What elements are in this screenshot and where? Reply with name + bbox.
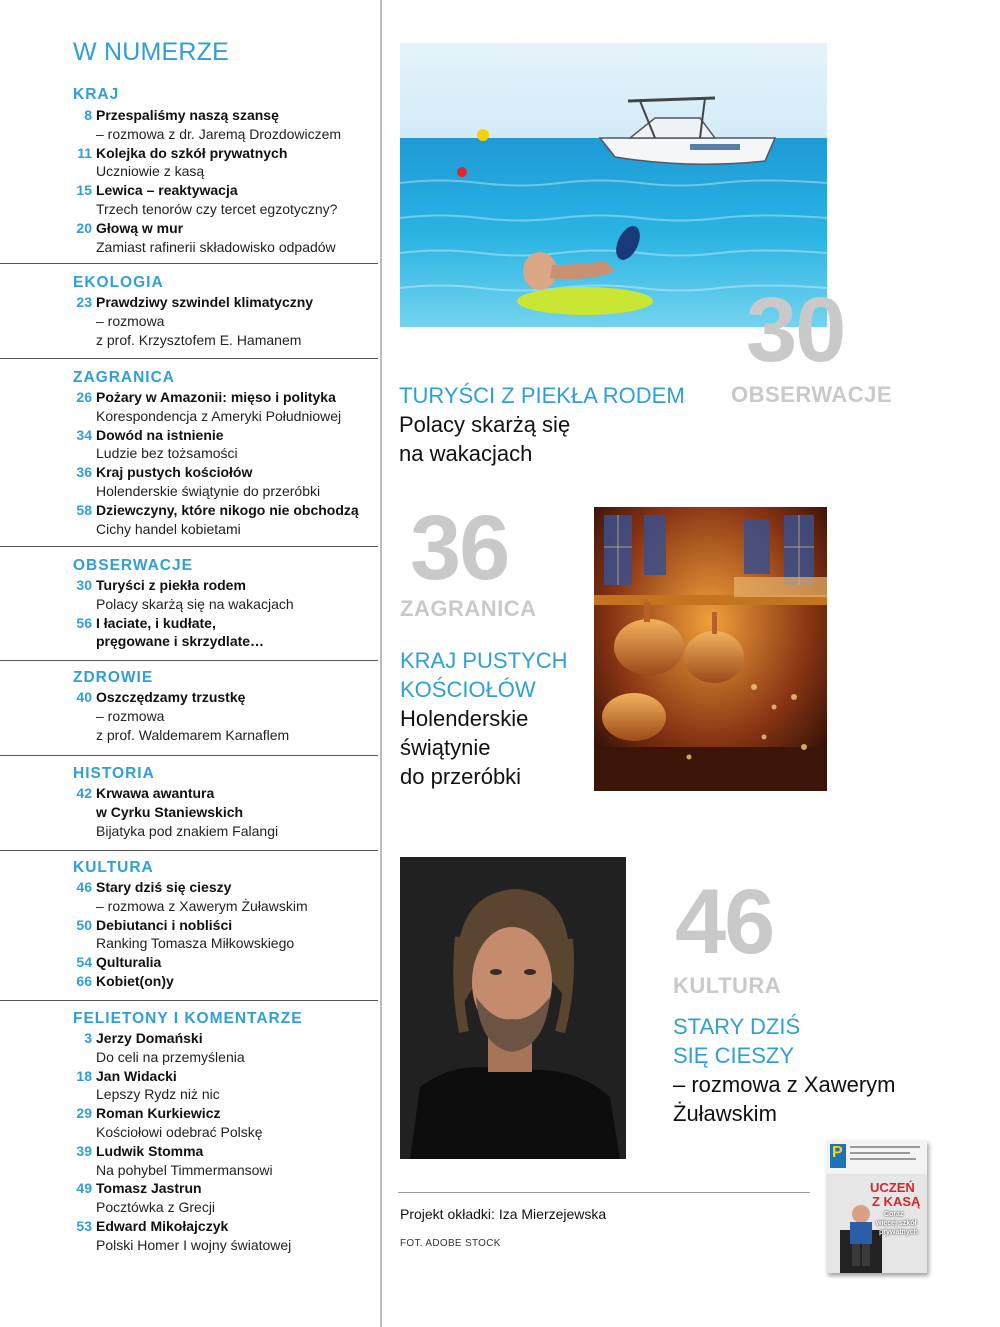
page-number: 39: [76, 1142, 92, 1159]
feature-subtitle: świątynie: [400, 735, 491, 760]
feature-subtitle: Żuławskim: [673, 1101, 777, 1126]
section-kraj: [0, 86, 378, 262]
cover-tagline: Coraz: [884, 1211, 904, 1218]
photo-credit: FOT. ADOBE STOCK: [400, 1238, 501, 1249]
entry-title: Edward Mikołajczyk: [96, 1218, 229, 1234]
page-number: 40: [76, 689, 92, 705]
entry-title: Oszczędzamy trzustkę: [96, 689, 246, 705]
column-divider: [380, 0, 382, 1327]
page-number: 36: [76, 464, 92, 481]
entry-title: Stary dziś się cieszy: [96, 879, 232, 895]
entry-subtitle: Pocztówka z Grecji: [96, 1199, 216, 1216]
feature-headline-line2[interactable]: SIĘ CIESZY: [673, 1043, 795, 1068]
section-ekologia: [0, 263, 378, 363]
entry-title: Debiutanci i nobliści: [96, 916, 233, 933]
feature-subtitle: na wakacjach: [399, 441, 533, 466]
entry-title: Tomasz Jastrun: [96, 1180, 202, 1197]
feature-subtitle: Holenderskie: [400, 706, 529, 731]
entry-title: Lewica – reaktywacja: [96, 182, 238, 199]
photo-church-brewery: [594, 507, 827, 791]
entry-title: Kraj pustych kościołów: [96, 464, 253, 481]
page-number: 15: [76, 182, 92, 199]
cover-figure-icon: [836, 1200, 886, 1273]
cover-logo-letter: P: [832, 1144, 843, 1161]
page-number: 30: [76, 577, 92, 593]
entry-title: Kolejka do szkół prywatnych: [96, 144, 288, 161]
entry-title: I łaciate, i kudłate,: [96, 614, 216, 631]
section-name: HISTORIA: [73, 765, 155, 782]
entry-subtitle: Lepszy Rydz niż nic: [96, 1086, 220, 1103]
feature-category: KULTURA: [673, 973, 782, 998]
entry-subtitle: z prof. Krzysztofem E. Hamanem: [96, 331, 302, 348]
section-name: ZAGRANICA: [73, 369, 175, 386]
entry-subtitle: Bijatyka pod znakiem Falangi: [96, 822, 279, 839]
feature-category: ZAGRANICA: [400, 596, 537, 621]
section-historia: [0, 755, 378, 855]
feature-headline[interactable]: STARY DZIŚ: [673, 1014, 801, 1039]
cover-headline-line2: Z KASĄ: [872, 1194, 921, 1209]
page-number: 11: [77, 144, 92, 161]
feature-subtitle: – rozmowa z Xawerym: [673, 1072, 896, 1097]
credit-divider: [398, 1192, 810, 1193]
entry-subtitle: Polacy skarżą się na wakacjach: [96, 595, 294, 612]
entry-title: Jan Widacki: [96, 1067, 177, 1084]
feature-subtitle: Polacy skarżą się: [399, 412, 571, 437]
page-number: 50: [76, 916, 92, 933]
entry-subtitle: Na pohybel Timmermansowi: [96, 1161, 273, 1178]
entry-title: Ludwik Stomma: [96, 1142, 204, 1159]
page-number: 29: [76, 1105, 92, 1122]
entry-title: Dowód na istnienie: [96, 426, 224, 443]
entry-subtitle: Uczniowie z kasą: [96, 163, 205, 180]
section-name: KULTURA: [73, 859, 154, 876]
section-zagranica: [0, 358, 378, 546]
entry-subtitle: Polski Homer I wojny światowej: [96, 1236, 292, 1253]
feature-number: 30: [746, 279, 845, 381]
section-felietony: [0, 1000, 378, 1260]
page-number: 46: [76, 879, 92, 895]
entry-title: Krwawa awantura: [96, 785, 215, 801]
section-zdrowie: [0, 660, 378, 760]
page-number: 26: [76, 389, 92, 405]
entry-title: Turyści z piekła rodem: [96, 577, 246, 593]
feature-number: 36: [410, 497, 509, 599]
entry-subtitle: Zamiast rafinerii składowisko odpadów: [96, 238, 336, 255]
feature-headline[interactable]: TURYŚCI Z PIEKŁA RODEM: [399, 383, 685, 408]
entry-subtitle: – rozmowa: [96, 312, 165, 329]
entry-subtitle: – rozmowa z Xawerym Żuławskim: [96, 897, 308, 914]
section-name: KRAJ: [73, 86, 120, 103]
feature-headline[interactable]: KRAJ PUSTYCH: [400, 648, 568, 673]
section-name: OBSERWACJE: [73, 557, 193, 574]
page-number: 42: [76, 785, 92, 801]
page-number: 49: [76, 1180, 92, 1197]
toc-title: W NUMERZE: [73, 38, 229, 66]
entry-subtitle: Ludzie bez tożsamości: [96, 445, 238, 462]
entry-title: Kobiet(on)y: [96, 973, 174, 989]
entry-subtitle: – rozmowa: [96, 707, 165, 724]
entry-title-line2: w Cyrku Staniewskich: [96, 803, 244, 820]
entry-title-line2: pręgowane i skrzydlate…: [96, 633, 265, 650]
section-name: FELIETONY I KOMENTARZE: [73, 1010, 303, 1027]
cover-tagline: prywatnych: [879, 1229, 918, 1236]
feature-headline-line2[interactable]: KOŚCIOŁÓW: [400, 677, 536, 702]
entry-title: Jerzy Domański: [96, 1030, 203, 1046]
page-number: 54: [76, 954, 92, 971]
page-number: 20: [76, 219, 92, 236]
page-number: 53: [76, 1218, 92, 1234]
entry-subtitle: Ranking Tomasza Miłkowskiego: [96, 935, 295, 952]
entry-subtitle: Kościołowi odebrać Polskę: [96, 1123, 263, 1140]
photo-portrait-zulawski: [400, 857, 626, 1159]
cover-design-credit: Projekt okładki: Iza Mierzejewska: [400, 1206, 607, 1222]
cover-thumbnail[interactable]: [826, 1140, 927, 1273]
entry-title: Przespaliśmy naszą szansę: [96, 107, 279, 123]
entry-subtitle: Do celi na przemyślenia: [96, 1048, 245, 1065]
page-number: 3: [84, 1030, 92, 1046]
feature-number: 46: [675, 871, 774, 973]
section-name: ZDROWIE: [73, 669, 154, 686]
cover-headline: UCZEŃ: [870, 1180, 915, 1195]
page-number: 56: [76, 614, 92, 631]
entry-title: Pożary w Amazonii: mięso i polityka: [96, 389, 336, 405]
section-kultura: [0, 850, 378, 1000]
section-name: EKOLOGIA: [73, 274, 164, 291]
cover-tagline: więcej szkół: [876, 1220, 917, 1227]
feature-category: OBSERWACJE: [731, 382, 893, 407]
page-number: 58: [76, 501, 92, 518]
entry-subtitle: – rozmowa z dr. Jaremą Drozdowiczem: [96, 125, 342, 142]
entry-title: Prawdziwy szwindel klimatyczny: [96, 294, 314, 310]
page-number: 66: [76, 973, 92, 989]
entry-title: Dziewczyny, które nikogo nie obchodzą: [96, 501, 359, 518]
entry-title: Głową w mur: [96, 219, 184, 236]
feature-subtitle: do przeróbki: [400, 764, 522, 789]
entry-subtitle: Cichy handel kobietami: [96, 520, 241, 537]
page-number: 34: [76, 426, 92, 443]
entry-subtitle: Korespondencja z Ameryki Południowej: [96, 407, 342, 424]
page-number: 18: [76, 1067, 92, 1084]
page-number: 8: [84, 107, 92, 123]
entry-title: Roman Kurkiewicz: [96, 1105, 221, 1122]
entry-title: Qulturalia: [96, 954, 162, 971]
section-obserwacje: [0, 546, 378, 660]
entry-subtitle: Holenderskie świątynie do przeróbki: [96, 482, 321, 499]
entry-subtitle: Trzech tenorów czy tercet egzotyczny?: [96, 200, 338, 217]
page-number: 23: [76, 294, 92, 310]
table-of-contents: [0, 0, 380, 1327]
entry-subtitle: z prof. Waldemarem Karnaflem: [96, 726, 290, 743]
